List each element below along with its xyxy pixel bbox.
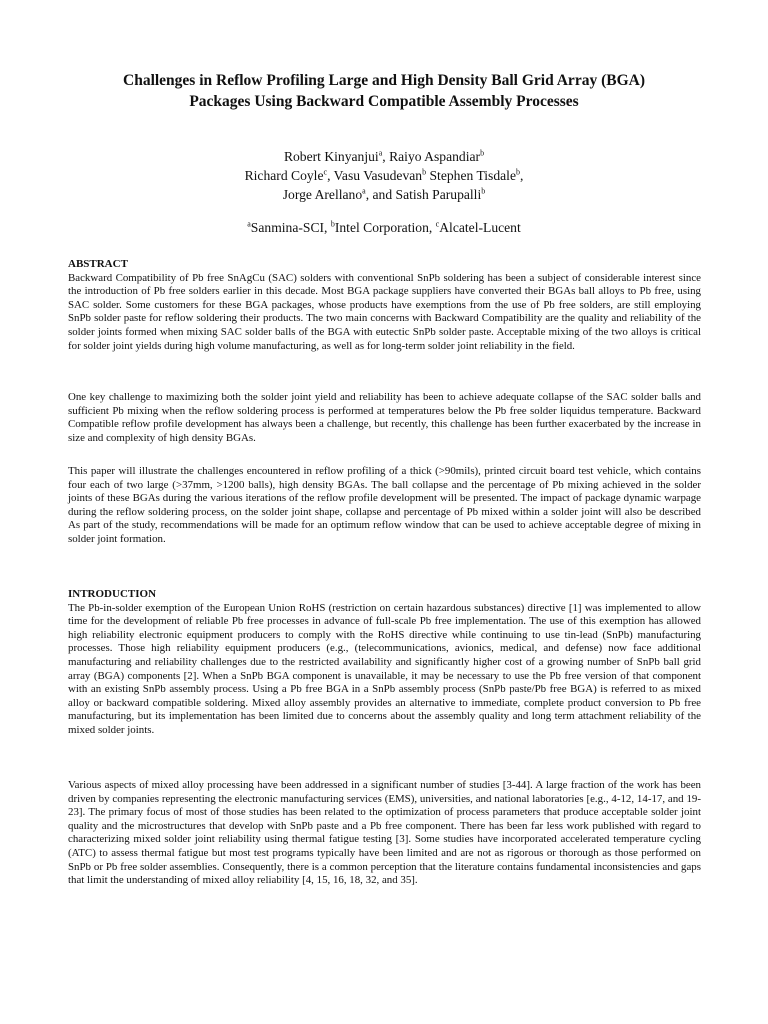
author-name: , Raiyo Aspandiar [382, 149, 481, 164]
abstract-section [68, 258, 701, 353]
affiliations [40, 218, 728, 237]
author-name: Richard Coyle [244, 168, 324, 183]
abstract-paragraph-2: One key challenge to maximizing both the solder joint yield and reliability has been to achieve adequate collapse of the SAC solder balls and sufficient Pb mixing when the reflow soldering process is performed at temperatures below the Pb free solder liquidus temperature. Backward Compatible reflow profile development has always been a challenge, but recently, this challenge has been further exacerbated by the increase in size and complexity of high density BGAs. [68, 391, 701, 444]
author-name: Stephen Tisdale [426, 168, 516, 183]
introduction-paragraph-1: The Pb-in-solder exemption of the European Union RoHS (restriction on certain hazardous substances) directive [1] was implemented to allow time for the development of reliable Pb free processes in advance of full-scale Pb free implementation. The use of this exemption has allowed high reliability electronic equipment producers to comply with the RoHS directive while continuing to use tin-lead (SnPb) manufacturing processes. Those high reliability equipment producers (e.g., (telecommunications, avionics, medical, and defense) now face additional manufacturing and reliability challenges due to the restricted availability and significantly higher cost of a growing number of SnPb ball grid array (BGA) components [2]. When a SnPb BGA component is unavailable, it may be necessary to use the Pb free version of that component with an existing SnPb assembly process. Using a Pb free BGA in a SnPb assembly process (SnPb paste/Pb free BGA) is referred to as mixed alloy or backward compatible soldering. Mixed alloy assembly provides an alternative to immediate, complete product conversion to Pb free manufacturing, but its implementation has been limited due to concerns about the assembly quality and long term attachment reliability of the mixed solder joints. [68, 601, 701, 736]
affiliation-mark: c [323, 167, 328, 177]
author-line-3 [40, 185, 728, 204]
abstract-paragraph-2-block [68, 391, 701, 445]
title-line-1: Challenges in Reflow Profiling Large and High Density Ball Grid Array (BGA) [123, 72, 645, 89]
introduction-heading: INTRODUCTION [68, 588, 157, 600]
affiliation-mark: b [515, 167, 520, 177]
affiliation-name: Sanmina-SCI, [250, 220, 331, 235]
abstract-paragraph-3-block [68, 465, 701, 547]
introduction-paragraph-2-block [68, 779, 701, 888]
introduction-paragraph-2: Various aspects of mixed alloy processing have been addressed in a significant number of studies [3-44]. A large fraction of the work has been driven by companies representing the electronic manufacturing services (EMS), universities, and national laboratories [e.g., 4-12, 14-17, and 19-23]. The primary focus of most of those studies has been related to the optimization of process parameters that produce acceptable solder joint quality and the microstructures that develop with SnPb paste and a Pb free component. There has been far less work published with regard to characterizing mixed solder joint reliability using thermal fatigue testing [3]. Some studies have incorporated accelerated temperature cycling (ATC) to assess thermal fatigue but most test programs typically have been limited and are not as rigorous or thorough as those performed on SnPb or Pb free solder assemblies. Consequently, there is a common perception that the literature contains fundamental inconsistencies and gaps that limit the understanding of mixed alloy reliability [4, 15, 16, 18, 32, and 35]. [68, 779, 701, 887]
affiliation-mark: a [247, 219, 251, 229]
affiliation-mark: b [330, 219, 335, 229]
affiliation-mark: a [378, 148, 383, 158]
paper-title [40, 70, 728, 112]
abstract-paragraph-3: This paper will illustrate the challenges encountered in reflow profiling of a thick (>90mils), printed circuit board test vehicle, which contains four each of two large (>37mm, >1200 balls), high density BGAs. The ball collapse and the percentage of Pb mixing achieved in the solder joints of these BGAs during the various iterations of the reflow profile development will be presented. The impact of package dynamic warpage during the reflow soldering process, on the solder joint shape, collapse and percentage of Pb mixed within a solder joint will also be described As part of the study, recommendations will be made for an optimum reflow window that can be used to achieve acceptable degree of mixing in solder joint formation. [68, 465, 701, 545]
author-list [40, 147, 728, 204]
author-name: , Vasu Vasudevan [327, 168, 423, 183]
author-name: Robert Kinyanjui [283, 149, 379, 164]
affiliation-name: Alcatel-Lucent [439, 220, 521, 235]
author-line-1 [40, 147, 728, 166]
title-line-2: Packages Using Backward Compatible Assembly Processes [189, 93, 579, 110]
affiliation-name: Intel Corporation, [334, 220, 436, 235]
introduction-section [68, 588, 701, 738]
affiliation-mark: b [480, 148, 485, 158]
abstract-paragraph-1: Backward Compatibility of Pb free SnAgCu (SAC) solders with conventional SnPb soldering has been a subject of considerable interest since the introduction of Pb free solders earlier in this decade. Most BGA package suppliers have converted their BGAs ball alloys to Pb free, using SAC solder. Some customers for these BGA packages, whose products have exemptions from the use of Pb free solders, are still employing SnPb solder paste for reflow soldering their products. The two main concerns with Backward Compatibility are the quality and reliability of the solder joints formed when mixing SAC solder balls of the BGA with eutectic SnPb solder paste. Acceptable mixing of the two alloys is critical for solder joint yields during high volume manufacturing, as well as for long-term solder joint reliability in the field. [68, 271, 701, 352]
author-name: , and Satish Parupalli [365, 187, 482, 202]
author-name: Jorge Arellano [282, 187, 363, 202]
author-separator: , [519, 168, 524, 183]
abstract-heading: ABSTRACT [68, 258, 128, 270]
affiliation-mark: b [422, 167, 427, 177]
affiliation-mark: b [481, 186, 486, 196]
author-line-2 [40, 166, 728, 185]
affiliation-mark: a [362, 186, 366, 196]
affiliation-mark: c [435, 219, 440, 229]
